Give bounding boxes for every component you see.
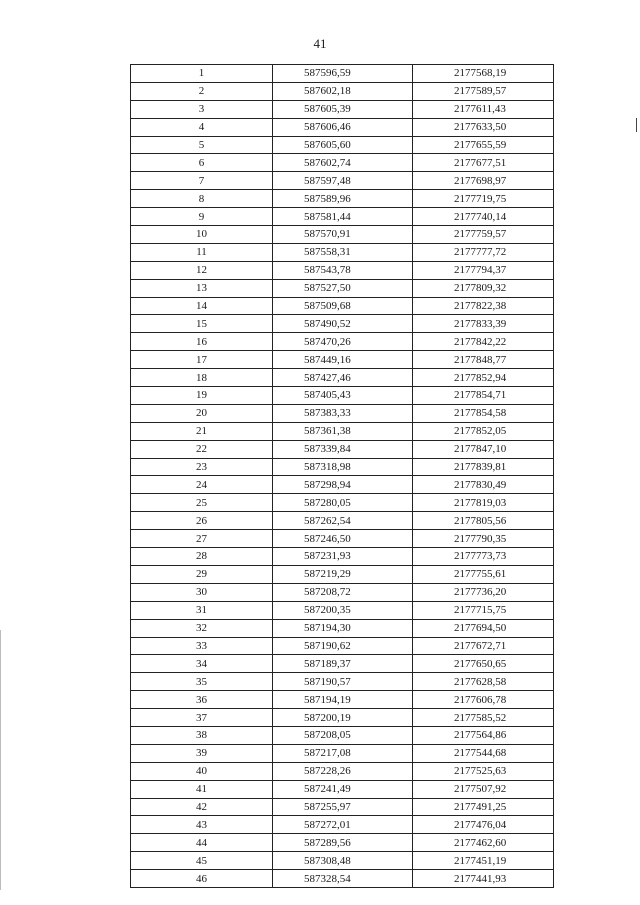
point-number-cell: 29: [131, 565, 273, 583]
point-number-cell: 5: [131, 136, 273, 154]
y-coordinate-cell: 2177854,71: [413, 387, 554, 405]
x-coordinate-cell: 587383,33: [273, 404, 413, 422]
y-coordinate-cell: 2177628,58: [413, 673, 554, 691]
y-coordinate-cell: 2177611,43: [413, 100, 554, 118]
x-coordinate-cell: 587581,44: [273, 208, 413, 226]
y-coordinate-cell: 2177819,03: [413, 494, 554, 512]
table-row: [131, 494, 554, 512]
point-number-cell: 15: [131, 315, 273, 333]
x-coordinate-cell: 587190,57: [273, 673, 413, 691]
y-coordinate-cell: 2177773,73: [413, 548, 554, 566]
x-coordinate-cell: 587241,49: [273, 780, 413, 798]
y-coordinate-cell: 2177544,68: [413, 744, 554, 762]
x-coordinate-cell: 587339,84: [273, 440, 413, 458]
x-coordinate-cell: 587255,97: [273, 798, 413, 816]
point-number-cell: 44: [131, 834, 273, 852]
table-row: [131, 637, 554, 655]
point-number-cell: 42: [131, 798, 273, 816]
point-number-cell: 12: [131, 261, 273, 279]
x-coordinate-cell: 587558,31: [273, 243, 413, 261]
x-coordinate-cell: 587272,01: [273, 816, 413, 834]
point-number-cell: 19: [131, 387, 273, 405]
y-coordinate-cell: 2177491,25: [413, 798, 554, 816]
x-coordinate-cell: 587543,78: [273, 261, 413, 279]
table-row: [131, 65, 554, 83]
table-row: [131, 816, 554, 834]
point-number-cell: 35: [131, 673, 273, 691]
scan-edge-mark: [0, 630, 1, 890]
table-row: [131, 691, 554, 709]
table-row: [131, 243, 554, 261]
table-row: [131, 476, 554, 494]
y-coordinate-cell: 2177755,61: [413, 565, 554, 583]
y-coordinate-cell: 2177525,63: [413, 762, 554, 780]
table-row: [131, 190, 554, 208]
x-coordinate-cell: 587597,48: [273, 172, 413, 190]
point-number-cell: 20: [131, 404, 273, 422]
table-row: [131, 226, 554, 244]
y-coordinate-cell: 2177564,86: [413, 726, 554, 744]
table-row: [131, 744, 554, 762]
point-number-cell: 6: [131, 154, 273, 172]
y-coordinate-cell: 2177852,94: [413, 369, 554, 387]
y-coordinate-cell: 2177854,58: [413, 404, 554, 422]
point-number-cell: 23: [131, 458, 273, 476]
y-coordinate-cell: 2177848,77: [413, 351, 554, 369]
y-coordinate-cell: 2177633,50: [413, 118, 554, 136]
table-row: [131, 852, 554, 870]
table-row: [131, 834, 554, 852]
x-coordinate-cell: 587596,59: [273, 65, 413, 83]
y-coordinate-cell: 2177822,38: [413, 297, 554, 315]
point-number-cell: 30: [131, 583, 273, 601]
y-coordinate-cell: 2177451,19: [413, 852, 554, 870]
table-row: [131, 172, 554, 190]
y-coordinate-cell: 2177852,05: [413, 422, 554, 440]
y-coordinate-cell: 2177805,56: [413, 512, 554, 530]
scan-edge-mark: [636, 118, 637, 132]
table-row: [131, 440, 554, 458]
x-coordinate-cell: 587318,98: [273, 458, 413, 476]
point-number-cell: 18: [131, 369, 273, 387]
table-row: [131, 82, 554, 100]
table-row: [131, 870, 554, 888]
y-coordinate-cell: 2177759,57: [413, 226, 554, 244]
x-coordinate-cell: 587217,08: [273, 744, 413, 762]
point-number-cell: 26: [131, 512, 273, 530]
point-number-cell: 37: [131, 709, 273, 727]
point-number-cell: 10: [131, 226, 273, 244]
point-number-cell: 11: [131, 243, 273, 261]
y-coordinate-cell: 2177694,50: [413, 619, 554, 637]
y-coordinate-cell: 2177833,39: [413, 315, 554, 333]
table-row: [131, 726, 554, 744]
y-coordinate-cell: 2177672,71: [413, 637, 554, 655]
point-number-cell: 25: [131, 494, 273, 512]
x-coordinate-cell: 587280,05: [273, 494, 413, 512]
point-number-cell: 27: [131, 530, 273, 548]
point-number-cell: 36: [131, 691, 273, 709]
table-row: [131, 780, 554, 798]
table-row: [131, 333, 554, 351]
y-coordinate-cell: 2177568,19: [413, 65, 554, 83]
x-coordinate-cell: 587262,54: [273, 512, 413, 530]
x-coordinate-cell: 587190,62: [273, 637, 413, 655]
x-coordinate-cell: 587219,29: [273, 565, 413, 583]
y-coordinate-cell: 2177847,10: [413, 440, 554, 458]
x-coordinate-cell: 587361,38: [273, 422, 413, 440]
x-coordinate-cell: 587527,50: [273, 279, 413, 297]
point-number-cell: 38: [131, 726, 273, 744]
table-row: [131, 154, 554, 172]
point-number-cell: 14: [131, 297, 273, 315]
x-coordinate-cell: 587328,54: [273, 870, 413, 888]
x-coordinate-cell: 587246,50: [273, 530, 413, 548]
y-coordinate-cell: 2177585,52: [413, 709, 554, 727]
y-coordinate-cell: 2177842,22: [413, 333, 554, 351]
table-row: [131, 548, 554, 566]
y-coordinate-cell: 2177809,32: [413, 279, 554, 297]
table-row: [131, 422, 554, 440]
point-number-cell: 16: [131, 333, 273, 351]
y-coordinate-cell: 2177462,60: [413, 834, 554, 852]
point-number-cell: 1: [131, 65, 273, 83]
y-coordinate-cell: 2177740,14: [413, 208, 554, 226]
y-coordinate-cell: 2177698,97: [413, 172, 554, 190]
y-coordinate-cell: 2177655,59: [413, 136, 554, 154]
y-coordinate-cell: 2177507,92: [413, 780, 554, 798]
x-coordinate-cell: 587606,46: [273, 118, 413, 136]
point-number-cell: 45: [131, 852, 273, 870]
y-coordinate-cell: 2177830,49: [413, 476, 554, 494]
table-row: [131, 601, 554, 619]
x-coordinate-cell: 587470,26: [273, 333, 413, 351]
x-coordinate-cell: 587602,74: [273, 154, 413, 172]
point-number-cell: 2: [131, 82, 273, 100]
table-row: [131, 208, 554, 226]
table-row: [131, 387, 554, 405]
table-row: [131, 279, 554, 297]
x-coordinate-cell: 587189,37: [273, 655, 413, 673]
y-coordinate-cell: 2177794,37: [413, 261, 554, 279]
x-coordinate-cell: 587308,48: [273, 852, 413, 870]
x-coordinate-cell: 587605,39: [273, 100, 413, 118]
point-number-cell: 40: [131, 762, 273, 780]
y-coordinate-cell: 2177839,81: [413, 458, 554, 476]
point-number-cell: 33: [131, 637, 273, 655]
x-coordinate-cell: 587427,46: [273, 369, 413, 387]
table-row: [131, 315, 554, 333]
table-row: [131, 762, 554, 780]
x-coordinate-cell: 587194,30: [273, 619, 413, 637]
table-row: [131, 619, 554, 637]
x-coordinate-cell: 587231,93: [273, 548, 413, 566]
table-row: [131, 530, 554, 548]
y-coordinate-cell: 2177790,35: [413, 530, 554, 548]
point-number-cell: 4: [131, 118, 273, 136]
y-coordinate-cell: 2177589,57: [413, 82, 554, 100]
point-number-cell: 22: [131, 440, 273, 458]
y-coordinate-cell: 2177736,20: [413, 583, 554, 601]
table-row: [131, 351, 554, 369]
y-coordinate-cell: 2177441,93: [413, 870, 554, 888]
table-row: [131, 136, 554, 154]
point-number-cell: 7: [131, 172, 273, 190]
x-coordinate-cell: 587605,60: [273, 136, 413, 154]
table-row: [131, 404, 554, 422]
table-row: [131, 583, 554, 601]
table-row: [131, 565, 554, 583]
x-coordinate-cell: 587298,94: [273, 476, 413, 494]
x-coordinate-cell: 587509,68: [273, 297, 413, 315]
x-coordinate-cell: 587570,91: [273, 226, 413, 244]
table-row: [131, 512, 554, 530]
point-number-cell: 24: [131, 476, 273, 494]
point-number-cell: 21: [131, 422, 273, 440]
point-number-cell: 28: [131, 548, 273, 566]
y-coordinate-cell: 2177476,04: [413, 816, 554, 834]
table-row: [131, 709, 554, 727]
x-coordinate-cell: 587490,52: [273, 315, 413, 333]
table-row: [131, 798, 554, 816]
table-row: [131, 297, 554, 315]
x-coordinate-cell: 587208,72: [273, 583, 413, 601]
point-number-cell: 3: [131, 100, 273, 118]
point-number-cell: 46: [131, 870, 273, 888]
point-number-cell: 34: [131, 655, 273, 673]
table-row: [131, 100, 554, 118]
y-coordinate-cell: 2177650,65: [413, 655, 554, 673]
point-number-cell: 41: [131, 780, 273, 798]
x-coordinate-cell: 587194,19: [273, 691, 413, 709]
point-number-cell: 17: [131, 351, 273, 369]
y-coordinate-cell: 2177777,72: [413, 243, 554, 261]
point-number-cell: 39: [131, 744, 273, 762]
y-coordinate-cell: 2177677,51: [413, 154, 554, 172]
point-number-cell: 8: [131, 190, 273, 208]
x-coordinate-cell: 587228,26: [273, 762, 413, 780]
y-coordinate-cell: 2177719,75: [413, 190, 554, 208]
point-number-cell: 31: [131, 601, 273, 619]
y-coordinate-cell: 2177715,75: [413, 601, 554, 619]
table-row: [131, 655, 554, 673]
y-coordinate-cell: 2177606,78: [413, 691, 554, 709]
page-number: 41: [313, 36, 327, 51]
coordinates-table-body: [131, 65, 554, 888]
table-row: [131, 673, 554, 691]
x-coordinate-cell: 587208,05: [273, 726, 413, 744]
point-number-cell: 32: [131, 619, 273, 637]
point-number-cell: 13: [131, 279, 273, 297]
table-row: [131, 369, 554, 387]
table-row: [131, 118, 554, 136]
x-coordinate-cell: 587405,43: [273, 387, 413, 405]
point-number-cell: 43: [131, 816, 273, 834]
coordinates-table: [130, 64, 554, 888]
table-row: [131, 458, 554, 476]
table-row: [131, 261, 554, 279]
x-coordinate-cell: 587449,16: [273, 351, 413, 369]
x-coordinate-cell: 587200,35: [273, 601, 413, 619]
x-coordinate-cell: 587589,96: [273, 190, 413, 208]
x-coordinate-cell: 587289,56: [273, 834, 413, 852]
point-number-cell: 9: [131, 208, 273, 226]
x-coordinate-cell: 587200,19: [273, 709, 413, 727]
x-coordinate-cell: 587602,18: [273, 82, 413, 100]
